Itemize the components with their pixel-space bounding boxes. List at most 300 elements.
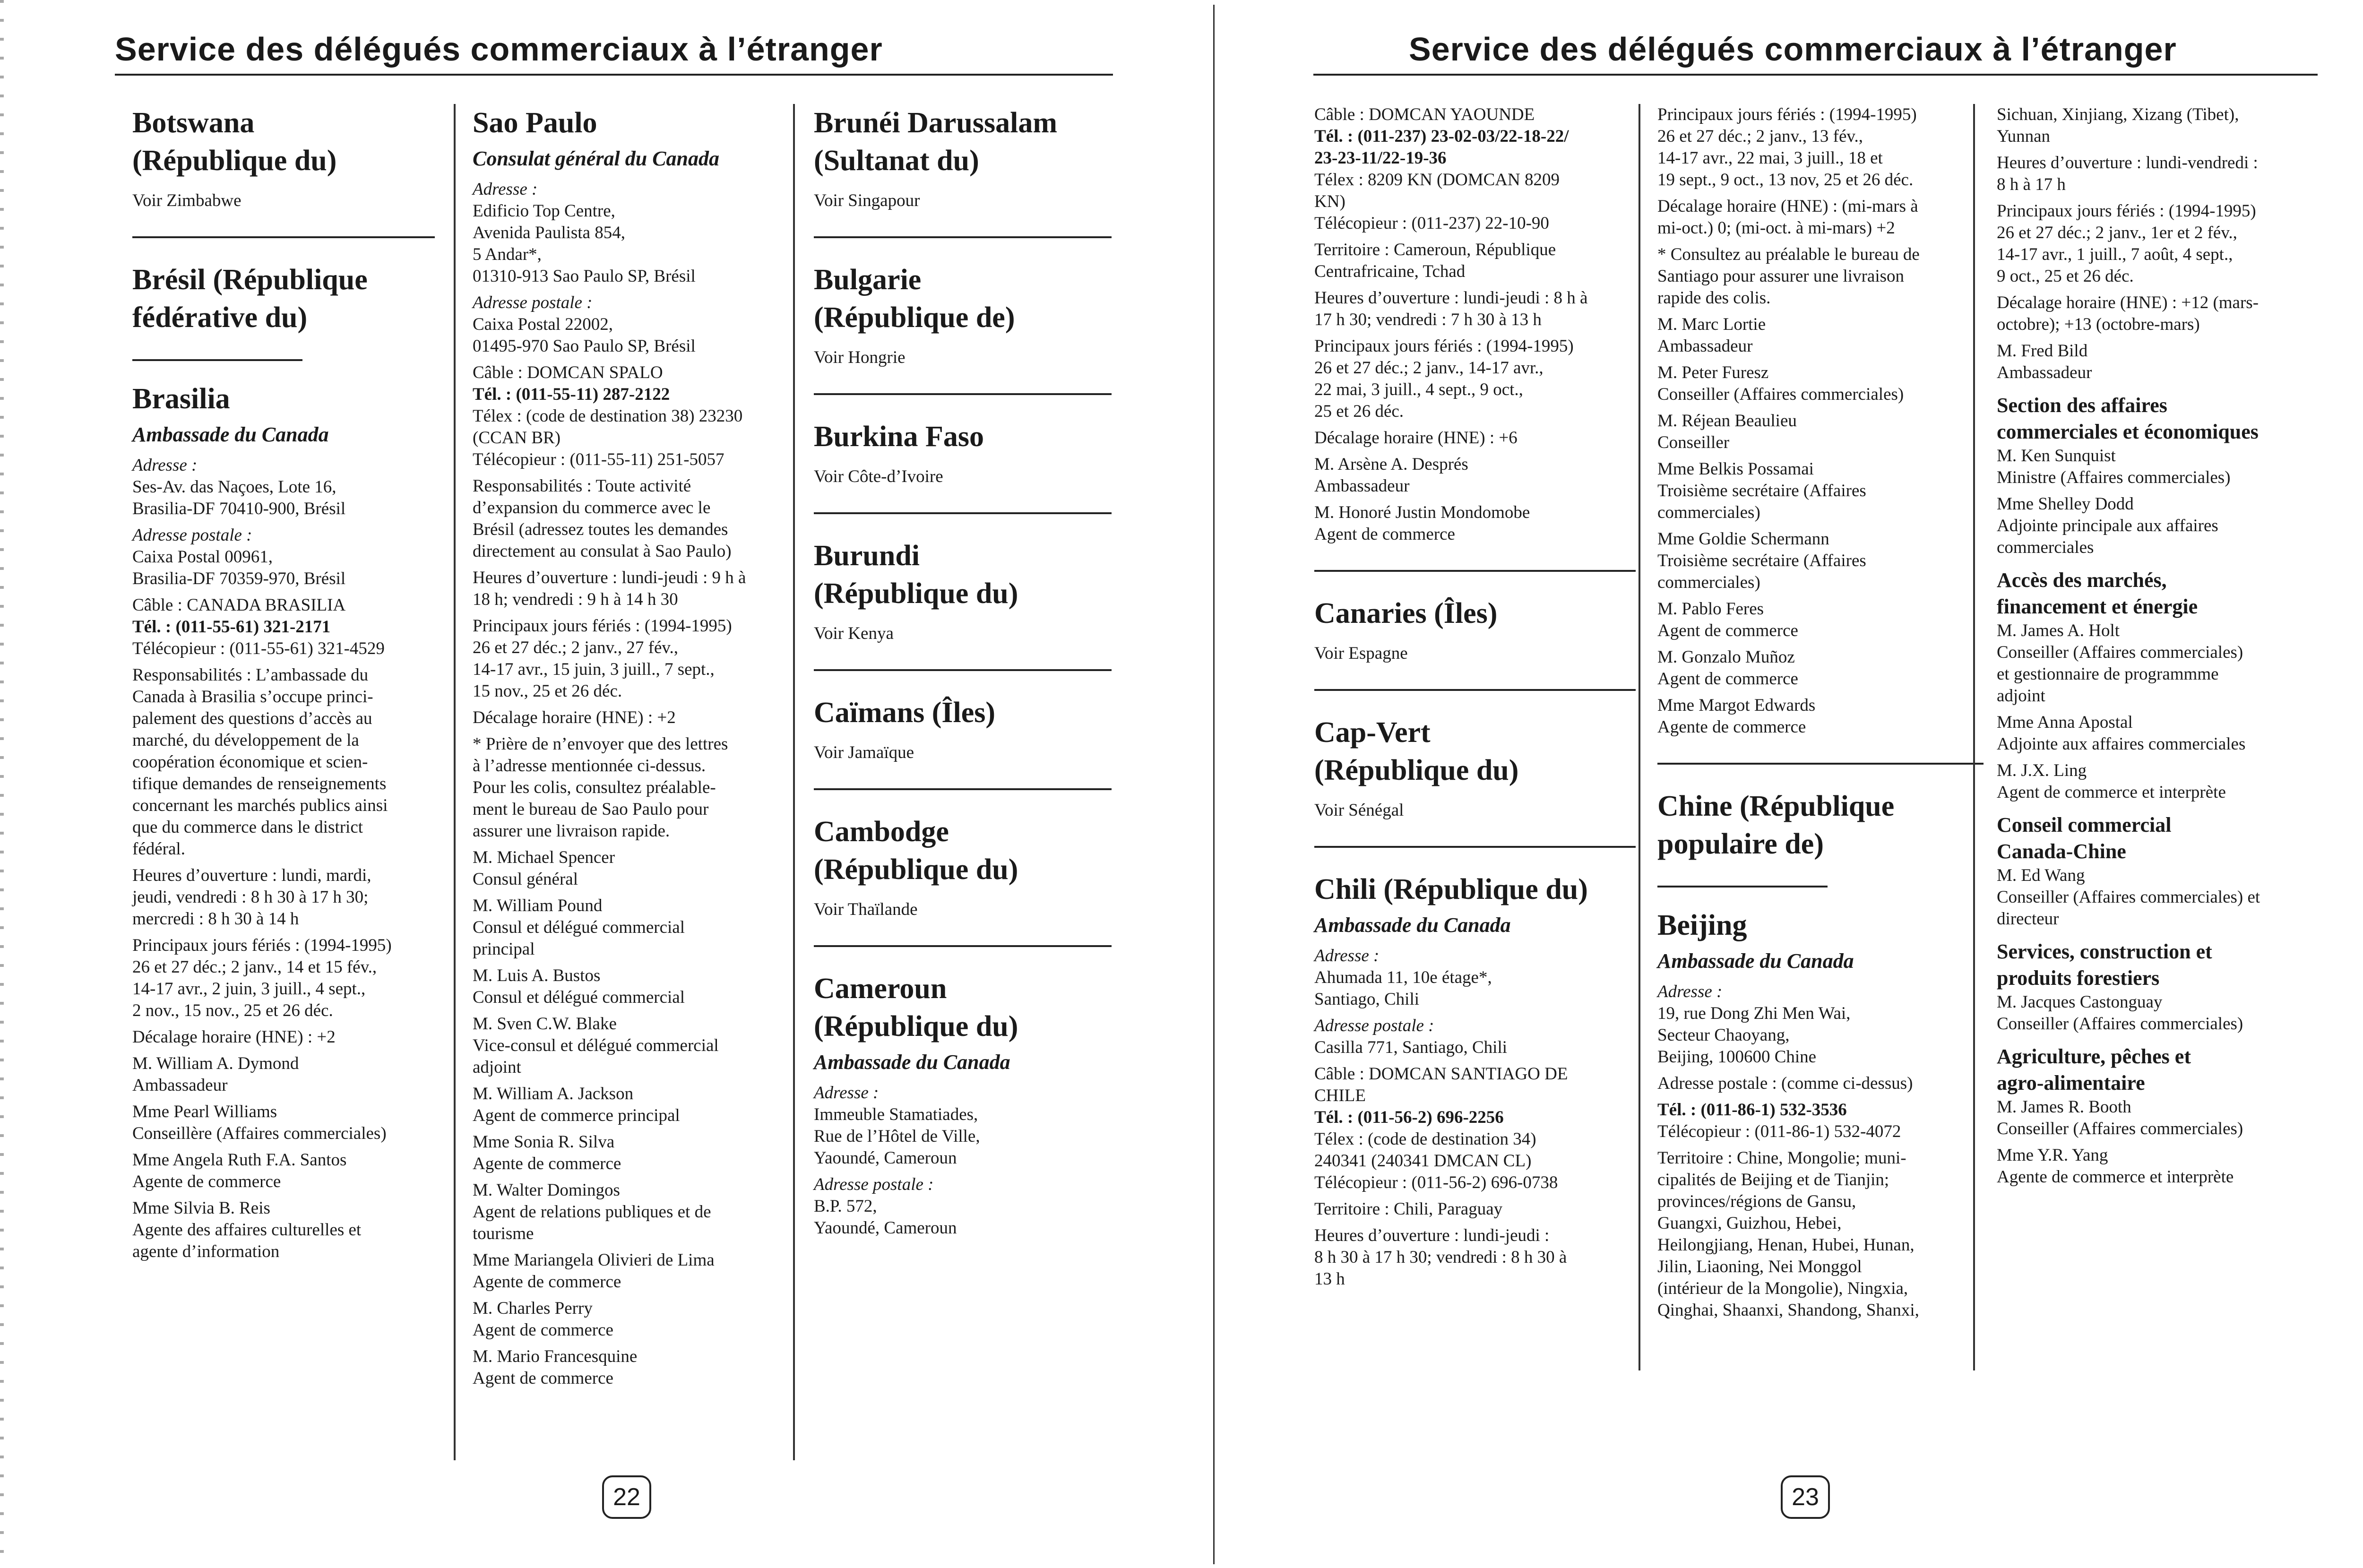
page-number: 23 xyxy=(1781,1475,1830,1519)
page-title: Service des délégués commerciaux à l’étranger xyxy=(1409,31,2177,68)
heading-line: Section des affaires xyxy=(1997,394,2167,417)
entry-line: Avenida Paulista 854, xyxy=(473,223,626,242)
entry-block xyxy=(1997,200,2309,287)
entry-line: Mme Shelley Dodd xyxy=(1997,494,2134,514)
entry-line: Mme Belkis Possamai xyxy=(1657,459,1814,479)
entry-line: Casilla 771, Santiago, Chili xyxy=(1314,1038,1508,1057)
entry-block xyxy=(132,594,435,660)
entry-block xyxy=(1314,1198,1636,1220)
entry-line: Secteur Chaoyang, xyxy=(1657,1025,1790,1045)
entry-line: M. William A. Dymond xyxy=(132,1054,299,1073)
entry-block xyxy=(1657,528,1984,594)
entry-line: Câble : CANADA BRASILIA xyxy=(132,595,346,615)
entry-block xyxy=(473,1249,794,1293)
entry-line: et gestionnaire de programmme xyxy=(1997,664,2219,684)
entry-line: * Consultez au préalable le bureau de xyxy=(1657,245,1920,264)
entry-block xyxy=(1997,760,2309,803)
entry-line: Consul et délégué commercial xyxy=(473,918,685,937)
office-name: Ambassade du Canada xyxy=(1314,913,1511,937)
entry-line: Ambassadeur xyxy=(1997,363,2092,382)
entry-block xyxy=(1314,945,1636,1010)
entry-line: Agente de commerce xyxy=(1657,717,1806,737)
entry-line: Adresse : xyxy=(1657,982,1723,1001)
section-divider xyxy=(814,512,1112,514)
entry-line: M. Jacques Castonguay xyxy=(1997,992,2163,1012)
entry-line: tifique demandes de renseignements xyxy=(132,774,387,793)
country-heading xyxy=(814,537,1112,612)
right-page xyxy=(1205,0,2363,1568)
cross-reference: Voir Côte-d’Ivoire xyxy=(814,467,943,486)
entry-line: Tél. : (011-55-61) 321-2171 xyxy=(132,617,331,637)
cross-reference: Voir Kenya xyxy=(814,624,894,643)
entry-block xyxy=(1657,695,1984,738)
column-separator xyxy=(454,104,456,1460)
entry-line: Consul général xyxy=(473,870,578,889)
column-right-3 xyxy=(1997,104,2309,1193)
entry-block xyxy=(1657,646,1984,690)
entry-line: M. James R. Booth xyxy=(1997,1097,2131,1117)
entry-line: adjoint xyxy=(1997,686,2045,706)
entry-block xyxy=(1997,152,2309,196)
heading-line: Brunéi Darussalam xyxy=(814,107,1057,139)
entry-block xyxy=(132,1026,435,1048)
column-separator xyxy=(1639,104,1640,1370)
entry-block xyxy=(1314,287,1636,331)
office-name: Ambassade du Canada xyxy=(814,1051,1010,1074)
heading-line: commerciales et économiques xyxy=(1997,420,2259,443)
entry-line: 8 h à 17 h xyxy=(1997,175,2066,194)
entry-block xyxy=(814,1174,1112,1239)
entry-block xyxy=(1997,493,2309,559)
country-heading xyxy=(814,104,1112,180)
entry-line: KN) xyxy=(1314,192,1345,211)
entry-line: Câble : DOMCAN SANTIAGO DE xyxy=(1314,1064,1568,1084)
entry-block xyxy=(473,292,794,357)
title-rule xyxy=(1313,74,2318,76)
entry-line: que du commerce dans le district xyxy=(132,818,363,837)
entry-block xyxy=(1314,454,1636,497)
entry-block xyxy=(1657,244,1984,309)
cross-reference: Voir Hongrie xyxy=(814,348,906,367)
entry-line: Heures d’ouverture : lundi, mardi, xyxy=(132,866,371,885)
entry-line: Principaux jours fériés : (1994-1995) xyxy=(473,616,732,636)
entry-line: 15 nov., 25 et 26 déc. xyxy=(473,681,622,701)
entry-line: Télécopieur : (011-237) 22-10-90 xyxy=(1314,214,1549,233)
entry-block xyxy=(1997,1096,2309,1140)
entry-line: Adjointe principale aux affaires xyxy=(1997,516,2218,535)
entry-line: M. J.X. Ling xyxy=(1997,761,2087,780)
entry-block xyxy=(814,1082,1112,1169)
entry-line: Mme Mariangela Olivieri de Lima xyxy=(473,1250,715,1270)
entry-block xyxy=(473,567,794,611)
heading-line: (République du) xyxy=(132,145,337,177)
entry-line: Principaux jours fériés : (1994-1995) xyxy=(1657,105,1917,124)
entry-line: Mme Anna Apostal xyxy=(1997,713,2133,732)
subsection-divider xyxy=(132,359,302,361)
entry-line: 14-17 avr., 1 juill., 7 août, 4 sept., xyxy=(1997,245,2233,264)
entry-block xyxy=(1997,865,2309,930)
entry-line: Décalage horaire (HNE) : +2 xyxy=(473,708,676,727)
entry-block xyxy=(1657,1073,1984,1094)
entry-block xyxy=(473,1346,794,1389)
heading-line: Sao Paulo xyxy=(473,107,597,139)
heading-line: (République du) xyxy=(1314,754,1519,786)
section-divider xyxy=(1314,846,1636,848)
entry-line: Agente de commerce xyxy=(132,1172,281,1191)
heading-line: Canaries (Îles) xyxy=(1314,597,1498,629)
entry-line: 18 h; vendredi : 9 h à 14 h 30 xyxy=(473,590,678,609)
entry-line: Edificio Top Centre, xyxy=(473,201,615,221)
entry-line: M. Fred Bild xyxy=(1997,341,2088,361)
entry-line: Mme Pearl Williams xyxy=(132,1102,277,1121)
entry-line: Brasilia-DF 70359-970, Brésil xyxy=(132,569,346,588)
entry-line: commerciales) xyxy=(1657,503,1760,522)
entry-line: ment le bureau de Sao Paulo pour xyxy=(473,800,709,819)
cross-reference: Voir Thaïlande xyxy=(814,900,918,919)
entry-line: Adjointe aux affaires commerciales xyxy=(1997,734,2246,754)
entry-line: Pour les colis, consultez préalable- xyxy=(473,778,716,797)
country-heading xyxy=(1314,870,1636,908)
entry-block xyxy=(1657,196,1984,239)
heading-line: (République du) xyxy=(814,577,1018,610)
column-left-1 xyxy=(132,104,435,1267)
country-heading xyxy=(814,418,1112,456)
entry-line: 240341 (240341 DMCAN CL) xyxy=(1314,1151,1532,1171)
entry-line: Télécopieur : (011-86-1) 532-4072 xyxy=(1657,1122,1901,1141)
entry-line: 17 h 30; vendredi : 7 h 30 à 13 h xyxy=(1314,310,1542,329)
entry-line: Adresse : xyxy=(814,1083,879,1103)
entry-block xyxy=(473,179,794,287)
entry-line: commerciales xyxy=(1997,538,2094,557)
office-name: Ambassade du Canada xyxy=(1657,949,1854,973)
country-heading xyxy=(132,261,435,336)
entry-block xyxy=(473,1083,794,1127)
entry-line: rapide des colis. xyxy=(1657,288,1771,308)
heading-line: Cameroun xyxy=(814,973,947,1005)
cross-reference: Voir Jamaïque xyxy=(814,743,914,762)
entry-line: Agent de commerce xyxy=(473,1320,613,1340)
country-heading xyxy=(132,380,435,418)
entry-line: 26 et 27 déc.; 2 janv., 14 et 15 fév., xyxy=(132,957,377,977)
section-heading xyxy=(1997,939,2309,991)
entry-line: 14-17 avr., 22 mai, 3 juill., 18 et xyxy=(1657,148,1883,168)
heading-line: Brasilia xyxy=(132,383,230,415)
section-divider xyxy=(1314,689,1636,691)
entry-block xyxy=(1997,712,2309,755)
entry-line: Mme Angela Ruth F.A. Santos xyxy=(132,1150,347,1170)
country-heading xyxy=(814,261,1112,336)
heading-line: Beijing xyxy=(1657,909,1747,941)
heading-line: produits forestiers xyxy=(1997,966,2160,990)
entry-line: * Prière de n’envoyer que des lettres xyxy=(473,734,728,754)
country-heading xyxy=(1657,906,1984,944)
entry-line: Vice-consul et délégué commercial xyxy=(473,1036,719,1055)
entry-block xyxy=(1997,104,2309,147)
title-rule xyxy=(115,74,1113,76)
section-heading xyxy=(1997,812,2309,865)
entry-line: M. Marc Lortie xyxy=(1657,315,1766,334)
entry-line: marché, du développement de la xyxy=(132,731,359,750)
entry-line: Ses-Av. das Naçoes, Lote 16, xyxy=(132,477,336,497)
entry-line: concernant les marchés publics ainsi xyxy=(132,796,388,815)
entry-line: Ambassadeur xyxy=(1657,336,1753,356)
entry-line: 23-23-11/22-19-36 xyxy=(1314,148,1447,168)
entry-line: Heures d’ouverture : lundi-vendredi : xyxy=(1997,153,2258,172)
entry-line: 26 et 27 déc.; 2 janv., 27 fév., xyxy=(473,638,678,657)
section-divider xyxy=(814,236,1112,238)
entry-block xyxy=(1314,1063,1636,1194)
entry-block xyxy=(1997,445,2309,489)
entry-line: Principaux jours fériés : (1994-1995) xyxy=(1997,201,2256,221)
country-heading xyxy=(814,694,1112,732)
entry-line: Ambassadeur xyxy=(132,1076,228,1095)
entry-line: Conseiller xyxy=(1657,433,1730,452)
heading-line: agro-alimentaire xyxy=(1997,1071,2145,1094)
entry-block xyxy=(132,664,435,860)
entry-line: M. Gonzalo Muñoz xyxy=(1657,647,1795,667)
entry-line: tourisme xyxy=(473,1224,534,1243)
entry-block xyxy=(1657,1147,1984,1321)
entry-block xyxy=(132,1149,435,1193)
entry-line: (intérieur de la Mongolie), Ningxia, xyxy=(1657,1279,1908,1298)
section-divider xyxy=(814,393,1112,395)
entry-block xyxy=(1657,410,1984,454)
entry-line: 14-17 avr., 15 juin, 3 juill., 7 sept., xyxy=(473,660,715,679)
column-left-2 xyxy=(473,104,794,1394)
entry-line: Télex : (code de destination 38) 23230 xyxy=(473,406,743,426)
office-name: Ambassade du Canada xyxy=(132,423,329,446)
entry-line: assurer une livraison rapide. xyxy=(473,821,670,841)
entry-line: fédéral. xyxy=(132,839,185,859)
entry-line: Conseiller (Affaires commerciales) xyxy=(1657,385,1904,404)
entry-line: Heures d’ouverture : lundi-jeudi : xyxy=(1314,1226,1550,1245)
entry-line: Brasilia-DF 70410-900, Brésil xyxy=(132,499,346,518)
entry-line: Jilin, Liaoning, Nei Monggol xyxy=(1657,1257,1862,1276)
entry-line: Agent de commerce principal xyxy=(473,1106,680,1125)
entry-line: Tél. : (011-237) 23-02-03/22-18-22/ xyxy=(1314,127,1569,146)
entry-block xyxy=(473,1180,794,1245)
heading-line: Chili (République du) xyxy=(1314,873,1588,905)
entry-line: 01495-970 Sao Paulo SP, Brésil xyxy=(473,336,696,356)
entry-line: 8 h 30 à 17 h 30; vendredi : 8 h 30 à xyxy=(1314,1248,1567,1267)
entry-line: palement des questions d’accès au xyxy=(132,709,372,728)
entry-block xyxy=(1314,1015,1636,1059)
entry-line: M. Pablo Feres xyxy=(1657,599,1764,619)
entry-block xyxy=(473,733,794,842)
entry-line: Brésil (adressez toutes les demandes xyxy=(473,520,728,539)
entry-line: mi-oct.) 0; (mi-oct. à mi-mars) +2 xyxy=(1657,218,1895,238)
entry-line: Heures d’ouverture : lundi-jeudi : 8 h à xyxy=(1314,288,1588,308)
entry-line: Beijing, 100600 Chine xyxy=(1657,1047,1817,1067)
country-heading xyxy=(1657,787,1984,863)
entry-line: M. William Pound xyxy=(473,896,603,915)
entry-line: 26 et 27 déc.; 2 janv., 1er et 2 fév., xyxy=(1997,223,2237,242)
office-name: Consulat général du Canada xyxy=(473,147,720,170)
heading-line: Cap-Vert xyxy=(1314,716,1431,749)
entry-block xyxy=(473,1298,794,1341)
entry-block xyxy=(132,455,435,520)
entry-line: Mme Margot Edwards xyxy=(1657,696,1816,715)
section-divider xyxy=(814,945,1112,947)
page-number: 22 xyxy=(602,1475,651,1519)
entry-line: Tél. : (011-86-1) 532-3536 xyxy=(1657,1100,1847,1120)
entry-line: Troisième secrétaire (Affaires xyxy=(1657,551,1866,570)
column-left-3 xyxy=(814,104,1112,1244)
entry-line: Agent de commerce xyxy=(1657,669,1798,689)
entry-block xyxy=(1657,458,1984,524)
entry-block xyxy=(473,965,794,1008)
entry-line: M. Ed Wang xyxy=(1997,866,2085,885)
entry-block xyxy=(132,525,435,590)
entry-line: 01310-913 Sao Paulo SP, Brésil xyxy=(473,267,696,286)
entry-line: Principaux jours fériés : (1994-1995) xyxy=(1314,336,1574,356)
entry-line: Agente des affaires culturelles et xyxy=(132,1220,362,1240)
entry-line: M. Arsène A. Després xyxy=(1314,455,1468,474)
entry-line: Yaoundé, Cameroun xyxy=(814,1148,957,1168)
entry-line: 13 h xyxy=(1314,1269,1345,1289)
entry-block xyxy=(1657,598,1984,642)
country-heading xyxy=(1314,594,1636,632)
entry-line: Canada à Brasilia s’occupe princi- xyxy=(132,687,373,706)
entry-line: Agente de commerce et interprète xyxy=(1997,1167,2234,1187)
entry-line: Agent de commerce xyxy=(1657,621,1798,640)
entry-block xyxy=(1997,340,2309,384)
subsection-divider xyxy=(1657,886,1828,887)
entry-line: Heures d’ouverture : lundi-jeudi : 9 h à xyxy=(473,568,746,587)
entry-block xyxy=(473,707,794,729)
entry-line: Conseiller (Affaires commerciales) xyxy=(1997,1014,2243,1034)
entry-line: Adresse : xyxy=(132,456,198,475)
entry-line: M. Mario Francesquine xyxy=(473,1347,638,1366)
column-separator xyxy=(1973,104,1975,1370)
entry-line: M. Luis A. Bustos xyxy=(473,966,601,985)
entry-line: Adresse postale : xyxy=(132,526,252,545)
entry-line: Principaux jours fériés : (1994-1995) xyxy=(132,936,392,955)
heading-line: Botswana xyxy=(132,107,255,139)
entry-line: Territoire : Chine, Mongolie; muni- xyxy=(1657,1148,1906,1168)
entry-line: Ambassadeur xyxy=(1314,476,1410,496)
section-divider xyxy=(1314,570,1636,572)
cross-reference: Voir Espagne xyxy=(1314,644,1408,663)
entry-block xyxy=(473,1013,794,1078)
entry-line: Télex : (code de destination 34) xyxy=(1314,1129,1536,1149)
entry-line: Conseiller (Affaires commerciales) et xyxy=(1997,887,2260,907)
entry-line: Heilongjiang, Henan, Hubei, Hunan, xyxy=(1657,1235,1915,1255)
entry-block xyxy=(473,362,794,471)
entry-block xyxy=(473,847,794,890)
entry-line: Adresse postale : xyxy=(1314,1016,1434,1035)
entry-line: agente d’information xyxy=(132,1242,280,1261)
entry-line: Agent de commerce xyxy=(1314,525,1455,544)
entry-line: M. Peter Furesz xyxy=(1657,363,1769,382)
entry-line: commerciales) xyxy=(1657,573,1760,592)
entry-line: Adresse postale : xyxy=(814,1175,934,1194)
entry-line: Décalage horaire (HNE) : +6 xyxy=(1314,428,1518,448)
entry-block xyxy=(1314,427,1636,449)
entry-block xyxy=(473,1131,794,1175)
entry-line: Ministre (Affaires commerciales) xyxy=(1997,468,2231,487)
entry-block xyxy=(473,475,794,562)
entry-line: provinces/régions de Gansu, xyxy=(1657,1192,1856,1211)
entry-block xyxy=(1314,1225,1636,1290)
entry-block xyxy=(132,865,435,930)
entry-line: Yaoundé, Cameroun xyxy=(814,1218,957,1238)
entry-line: Adresse : xyxy=(1314,946,1380,965)
entry-line: Adresse postale : xyxy=(473,293,593,312)
entry-block xyxy=(1314,239,1636,283)
entry-block xyxy=(1314,336,1636,422)
entry-block xyxy=(132,1101,435,1145)
entry-line: Yunnan xyxy=(1997,127,2051,146)
entry-block xyxy=(132,1198,435,1263)
entry-line: Mme Goldie Schermann xyxy=(1657,529,1829,549)
entry-line: M. Walter Domingos xyxy=(473,1180,620,1200)
section-divider xyxy=(132,236,435,238)
entry-line: d’expansion du commerce avec le xyxy=(473,498,711,517)
entry-line: Responsabilités : Toute activité xyxy=(473,476,691,496)
entry-line: Santiago pour assurer une livraison xyxy=(1657,267,1904,286)
entry-line: Télécopieur : (011-56-2) 696-0738 xyxy=(1314,1173,1558,1192)
heading-line: Caïmans (Îles) xyxy=(814,697,996,729)
entry-line: Câble : DOMCAN YAOUNDE xyxy=(1314,105,1535,124)
entry-block xyxy=(1997,991,2309,1035)
entry-line: octobre); +13 (octobre-mars) xyxy=(1997,315,2200,334)
entry-line: Caixa Postal 00961, xyxy=(132,547,273,567)
entry-line: Conseiller (Affaires commerciales) xyxy=(1997,1119,2243,1138)
entry-line: 25 et 26 déc. xyxy=(1314,402,1404,421)
entry-line: Mme Sonia R. Silva xyxy=(473,1132,615,1152)
entry-block xyxy=(1657,981,1984,1068)
heading-line: Agriculture, pêches et xyxy=(1997,1045,2191,1068)
entry-line: Mme Y.R. Yang xyxy=(1997,1146,2108,1165)
heading-line: Cambodge xyxy=(814,816,949,848)
column-right-1 xyxy=(1314,104,1636,1295)
entry-line: Tél. : (011-55-11) 287-2122 xyxy=(473,385,670,404)
entry-line: Câble : DOMCAN SPALO xyxy=(473,363,663,382)
entry-line: 26 et 27 déc.; 2 janv., 13 fév., xyxy=(1657,127,1863,146)
page-edge-marks xyxy=(0,0,4,1568)
entry-block xyxy=(473,615,794,702)
entry-block xyxy=(1657,362,1984,405)
entry-line: Caixa Postal 22002, xyxy=(473,315,613,334)
heading-line: fédérative du) xyxy=(132,302,308,334)
entry-line: M. Charles Perry xyxy=(473,1299,593,1318)
entry-line: M. Sven C.W. Blake xyxy=(473,1014,617,1034)
entry-line: Mme Silvia B. Reis xyxy=(132,1198,270,1218)
heading-line: Burundi xyxy=(814,540,920,572)
heading-line: Conseil commercial xyxy=(1997,813,2172,836)
cross-reference: Voir Singapour xyxy=(814,191,920,210)
entry-line: Agent de commerce xyxy=(473,1369,613,1388)
entry-block xyxy=(1314,104,1636,234)
entry-line: Territoire : Cameroun, République xyxy=(1314,240,1556,259)
entry-line: Décalage horaire (HNE) : +2 xyxy=(132,1027,336,1047)
heading-line: (République du) xyxy=(814,1010,1018,1042)
country-heading xyxy=(1314,714,1636,789)
entry-line: Décalage horaire (HNE) : (mi-mars à xyxy=(1657,197,1918,216)
entry-line: Rue de l’Hôtel de Ville, xyxy=(814,1127,980,1146)
entry-line: Agent de commerce et interprète xyxy=(1997,783,2226,802)
entry-line: Troisième secrétaire (Affaires xyxy=(1657,481,1866,500)
column-separator xyxy=(793,104,795,1460)
page-title: Service des délégués commerciaux à l’étranger xyxy=(115,31,883,68)
entry-line: directement au consulat à Sao Paulo) xyxy=(473,542,732,561)
country-heading xyxy=(814,970,1112,1045)
entry-block xyxy=(1657,1099,1984,1143)
entry-line: Agent de relations publiques et de xyxy=(473,1202,711,1222)
entry-line: Responsabilités : L’ambassade du xyxy=(132,665,369,685)
entry-line: 5 Andar*, xyxy=(473,245,542,264)
